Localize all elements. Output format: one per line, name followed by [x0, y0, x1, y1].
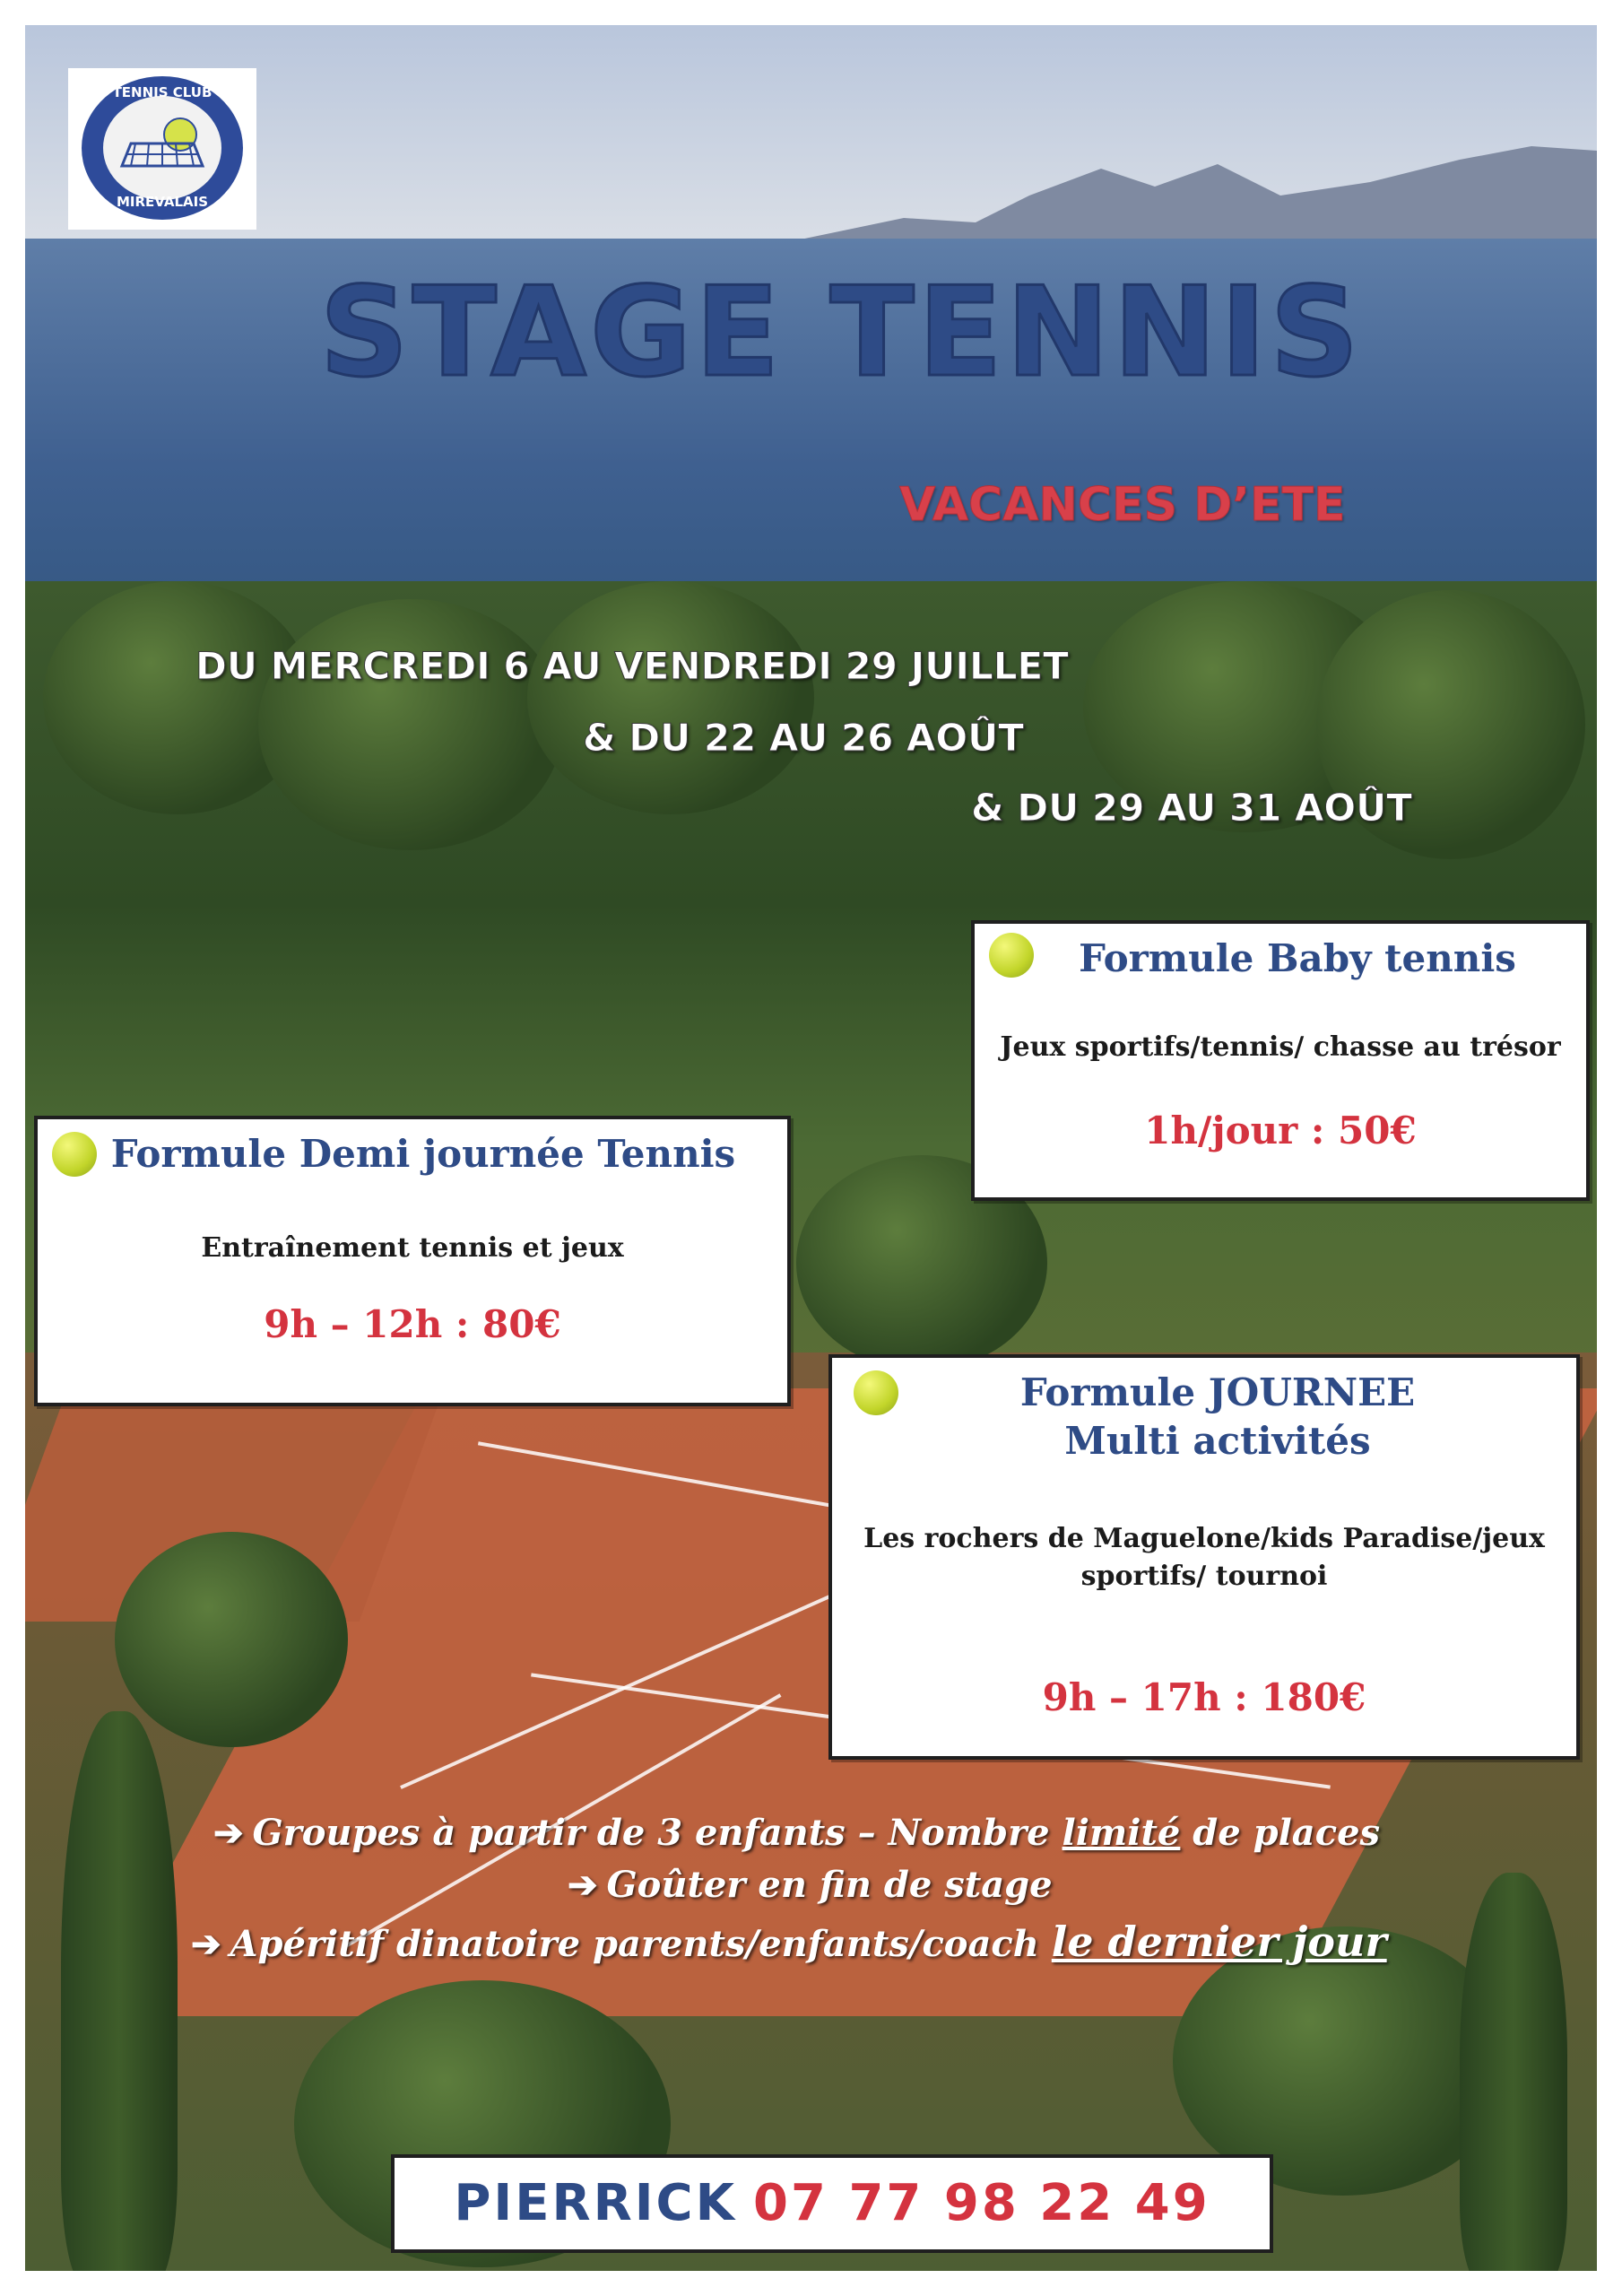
page-title: STAGE TENNIS	[319, 260, 1363, 404]
right-arrow-icon: ➔	[568, 1864, 598, 1906]
card-price: 9h – 17h : 180€	[1042, 1675, 1366, 1719]
poster	[25, 25, 1597, 2271]
card-demi-journee	[34, 1116, 791, 1406]
note-line-2	[568, 1864, 1053, 1906]
logo-text-bottom: MIREVALAIS	[116, 194, 209, 210]
tennis-ball-icon	[989, 933, 1034, 978]
logo-text-top: TENNIS CLUB	[112, 84, 213, 100]
note-text: Apéritif dinatoire parents/enfants/coach	[230, 1923, 1052, 1965]
contact-phone[interactable]: 07 77 98 22 49	[753, 2174, 1210, 2232]
right-arrow-icon: ➔	[191, 1923, 221, 1965]
note-text-underlined: le dernier jour	[1051, 1918, 1387, 1966]
note-text-underlined: limité	[1062, 1812, 1181, 1854]
card-title-line-1: Formule JOURNEE	[1019, 1370, 1416, 1414]
contact-name: PIERRICK	[454, 2174, 738, 2232]
cypress-tree	[1460, 1873, 1567, 2271]
tree	[258, 599, 563, 850]
card-description-line-2: sportifs/ tournoi	[1080, 1561, 1328, 1592]
card-title: Formule Baby tennis	[1079, 936, 1516, 980]
tree	[115, 1532, 348, 1747]
note-line-3	[191, 1918, 1387, 1966]
date-line-3: & DU 29 AU 31 AOÛT	[971, 786, 1412, 830]
tree	[527, 581, 814, 814]
card-title: Formule Demi journée Tennis	[110, 1132, 736, 1176]
note-text: Groupes à partir de 3 enfants – Nombre	[252, 1812, 1063, 1854]
card-title-line-2: Multi activités	[1064, 1419, 1371, 1463]
page-subtitle: VACANCES D’ETE	[899, 478, 1346, 532]
card-description: Entraînement tennis et jeux	[201, 1232, 624, 1264]
card-price: 1h/jour : 50€	[1144, 1109, 1417, 1152]
tennis-ball-icon	[854, 1370, 898, 1415]
card-description: Jeux sportifs/tennis/ chasse au trésor	[1000, 1031, 1561, 1063]
card-journee	[828, 1354, 1580, 1760]
card-description-line-1: Les rochers de Maguelone/kids Paradise/jeux	[863, 1523, 1545, 1554]
date-line-2: & DU 22 AU 26 AOÛT	[583, 716, 1024, 760]
tennis-ball-icon	[52, 1132, 97, 1177]
cypress-tree	[61, 1711, 178, 2271]
note-text: de places	[1180, 1812, 1381, 1854]
date-line-1: DU MERCREDI 6 AU VENDREDI 29 JUILLET	[195, 644, 1069, 688]
card-baby-tennis	[971, 920, 1590, 1201]
card-price: 9h – 12h : 80€	[264, 1302, 561, 1346]
note-line-1	[213, 1812, 1380, 1854]
note-text: Goûter en fin de stage	[606, 1864, 1053, 1906]
club-logo	[68, 68, 256, 230]
contact-box	[391, 2154, 1273, 2253]
right-arrow-icon: ➔	[213, 1812, 244, 1854]
